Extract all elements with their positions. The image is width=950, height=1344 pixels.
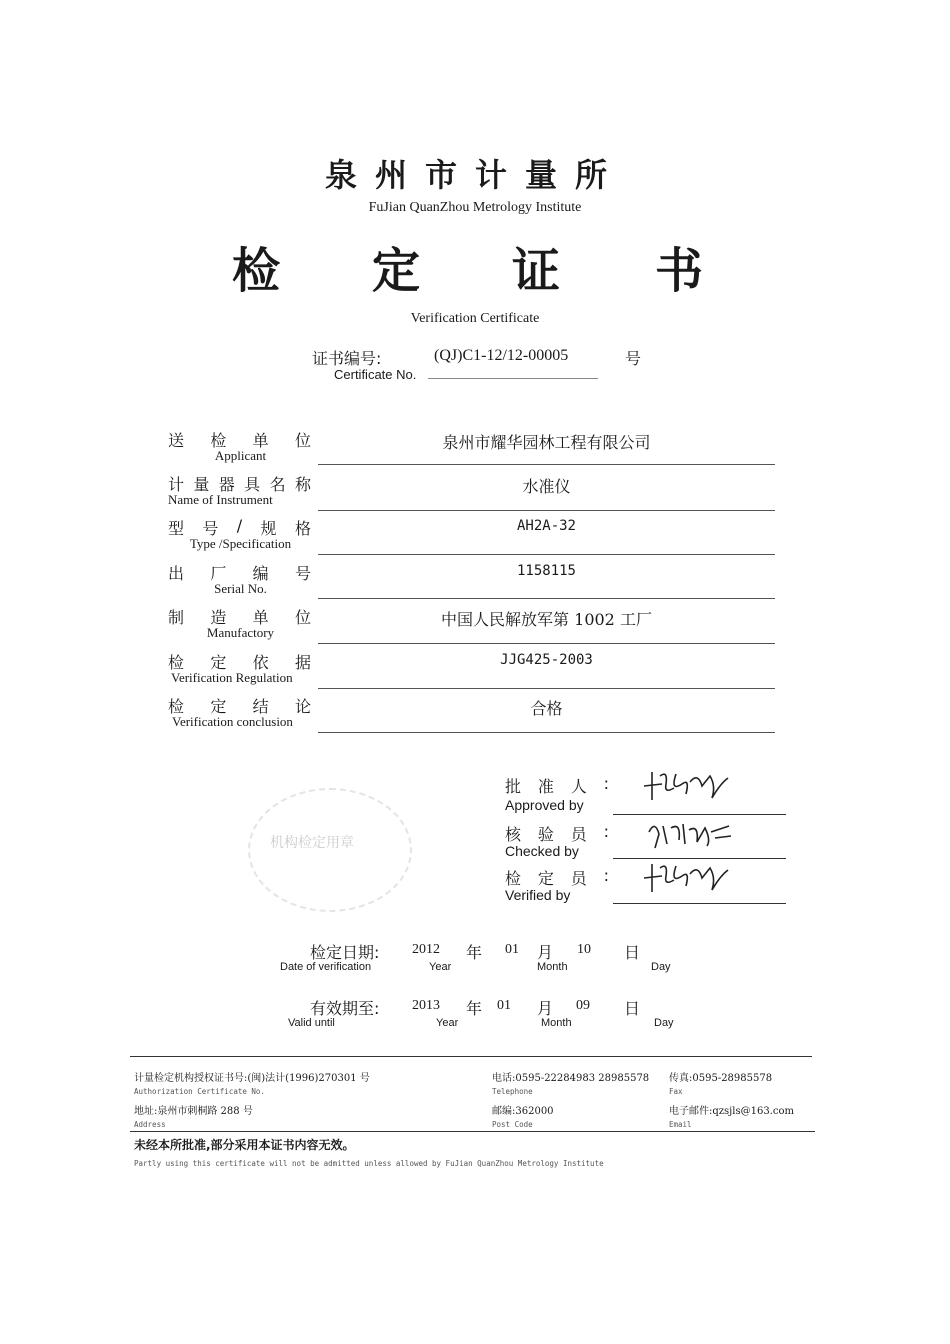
certificate-no-label: 证书编号: bbox=[312, 349, 382, 368]
post-code-en: Post Code bbox=[492, 1120, 533, 1129]
field-value: JJG425-2003 bbox=[500, 652, 593, 668]
field-label-cn: 检 定 结 论 bbox=[168, 697, 311, 716]
stamp-text: 机构检定用章 bbox=[270, 835, 354, 851]
field-value: 1158115 bbox=[516, 563, 576, 579]
telephone-en: Telephone bbox=[492, 1087, 533, 1096]
verification-date-month: 01 bbox=[505, 942, 519, 957]
verification-date-day: 10 bbox=[577, 942, 591, 957]
field-value: 中国人民解放军第 1002 工厂 bbox=[441, 610, 652, 629]
field-underline bbox=[318, 688, 775, 689]
field-label-en: Verification Regulation bbox=[171, 670, 293, 685]
field-label-cn: 送 检 单 位 bbox=[168, 431, 311, 450]
authorization-no: 计量检定机构授权证书号:(闽)法计(1996)270301 号 bbox=[134, 1073, 370, 1084]
field-applicant bbox=[0, 428, 950, 472]
year-label-en: Year bbox=[429, 961, 452, 973]
usage-notice: 未经本所批准,部分采用本证书内容无效。 bbox=[134, 1138, 355, 1152]
field-label-en: Serial No. bbox=[214, 581, 267, 596]
telephone: 电话:0595-22284983 28985578 bbox=[492, 1073, 650, 1084]
day-unit: 日 bbox=[624, 999, 641, 1018]
year-unit: 年 bbox=[466, 999, 483, 1018]
verification-date-label-cn: 检定日期: bbox=[310, 943, 380, 962]
field-label-cn: 出 厂 编 号 bbox=[168, 564, 311, 583]
day-unit: 日 bbox=[624, 943, 641, 962]
field-label-cn: 计 量 器 具 名 称 bbox=[168, 475, 311, 494]
field-value: 泉州市耀华园林工程有限公司 bbox=[442, 433, 651, 452]
valid-until-label-en: Valid until bbox=[288, 1017, 335, 1029]
certificate-no-suffix: 号 bbox=[625, 349, 642, 368]
checked-by-label-en: Checked by bbox=[505, 843, 579, 859]
certificate-title-en: Verification Certificate bbox=[410, 311, 540, 326]
verification-date-year: 2012 bbox=[412, 942, 440, 957]
address-en: Address bbox=[134, 1120, 166, 1129]
approved-by-label-cn: 批 准 人 : bbox=[505, 774, 609, 796]
official-stamp bbox=[248, 788, 412, 912]
field-underline bbox=[318, 464, 775, 465]
post-code: 邮编:362000 bbox=[492, 1106, 554, 1117]
month-unit: 月 bbox=[537, 999, 554, 1018]
field-label-en: Name of Instrument bbox=[168, 492, 273, 507]
field-underline bbox=[318, 643, 775, 644]
field-label-cn: 制 造 单 位 bbox=[168, 608, 311, 627]
approved-signature bbox=[640, 764, 732, 806]
certificate-no-label-en: Certificate No. bbox=[334, 367, 417, 382]
valid-until-month: 01 bbox=[497, 998, 511, 1013]
title-char: 书 bbox=[655, 243, 704, 299]
footer-bottom-rule bbox=[130, 1131, 815, 1132]
address: 地址:泉州市刺桐路 288 号 bbox=[134, 1106, 253, 1117]
field-verification-conclusion bbox=[0, 694, 950, 738]
field-value: 合格 bbox=[530, 699, 563, 718]
field-instrument-name bbox=[0, 472, 950, 516]
email: 电子邮件:qzsjls@163.com bbox=[669, 1106, 794, 1117]
month-label-en: Month bbox=[537, 961, 568, 973]
field-type-spec bbox=[0, 516, 950, 560]
fax-en: Fax bbox=[669, 1087, 683, 1096]
valid-until-label-cn: 有效期至: bbox=[310, 999, 380, 1018]
field-label-cn: 型 号 / 规 格 bbox=[168, 516, 311, 538]
valid-until-year: 2013 bbox=[412, 998, 440, 1013]
verification-date-label-en: Date of verification bbox=[280, 961, 372, 973]
valid-until-day: 09 bbox=[576, 998, 590, 1013]
title-char: 检 bbox=[232, 243, 281, 299]
certificate-title bbox=[0, 232, 950, 299]
day-label-en: Day bbox=[654, 1017, 674, 1029]
verified-by-line bbox=[613, 903, 786, 904]
email-en: Email bbox=[669, 1120, 692, 1129]
field-underline bbox=[318, 598, 775, 599]
field-underline bbox=[318, 554, 775, 555]
field-underline bbox=[318, 732, 775, 733]
field-value: AH2A-32 bbox=[516, 518, 576, 534]
month-label-en: Month bbox=[541, 1017, 572, 1029]
checked-by-label-cn: 核 验 员 : bbox=[505, 822, 609, 844]
checked-signature bbox=[645, 814, 735, 854]
certificate-no-value: (QJ)C1-12/12-00005 bbox=[434, 347, 569, 364]
usage-notice-en: Partly using this certificate will not be admitted unless allowed by FuJian QuanZhou Metrology Institute bbox=[134, 1159, 604, 1168]
field-verification-regulation bbox=[0, 650, 950, 694]
verified-by-label-cn: 检 定 员 : bbox=[505, 866, 609, 888]
field-manufactory bbox=[0, 605, 950, 649]
field-label-cn: 检 定 依 据 bbox=[168, 653, 311, 672]
title-char: 证 bbox=[512, 243, 561, 299]
field-label-en: Verification conclusion bbox=[172, 714, 293, 729]
field-value: 水准仪 bbox=[522, 477, 571, 496]
year-label-en: Year bbox=[436, 1017, 459, 1029]
fax: 传真:0595-28985578 bbox=[669, 1073, 773, 1084]
certificate-no-underline bbox=[428, 378, 598, 379]
footer-top-rule bbox=[130, 1056, 812, 1057]
month-unit: 月 bbox=[537, 943, 554, 962]
field-label-en: Type /Specification bbox=[189, 536, 292, 551]
verified-by-label-en: Verified by bbox=[505, 887, 571, 903]
institute-name-cn: 泉州市计量所 bbox=[324, 156, 625, 194]
institute-name-en: FuJian QuanZhou Metrology Institute bbox=[368, 200, 582, 215]
field-serial-no bbox=[0, 561, 950, 605]
day-label-en: Day bbox=[651, 961, 671, 973]
title-char: 定 bbox=[372, 243, 421, 299]
verified-signature bbox=[640, 856, 732, 898]
authorization-no-en: Authorization Certificate No. bbox=[134, 1087, 265, 1096]
approved-by-label-en: Approved by bbox=[505, 797, 584, 813]
field-label-en: Applicant bbox=[214, 448, 267, 463]
field-underline bbox=[318, 510, 775, 511]
year-unit: 年 bbox=[466, 943, 483, 962]
field-label-en: Manufactory bbox=[206, 625, 275, 640]
